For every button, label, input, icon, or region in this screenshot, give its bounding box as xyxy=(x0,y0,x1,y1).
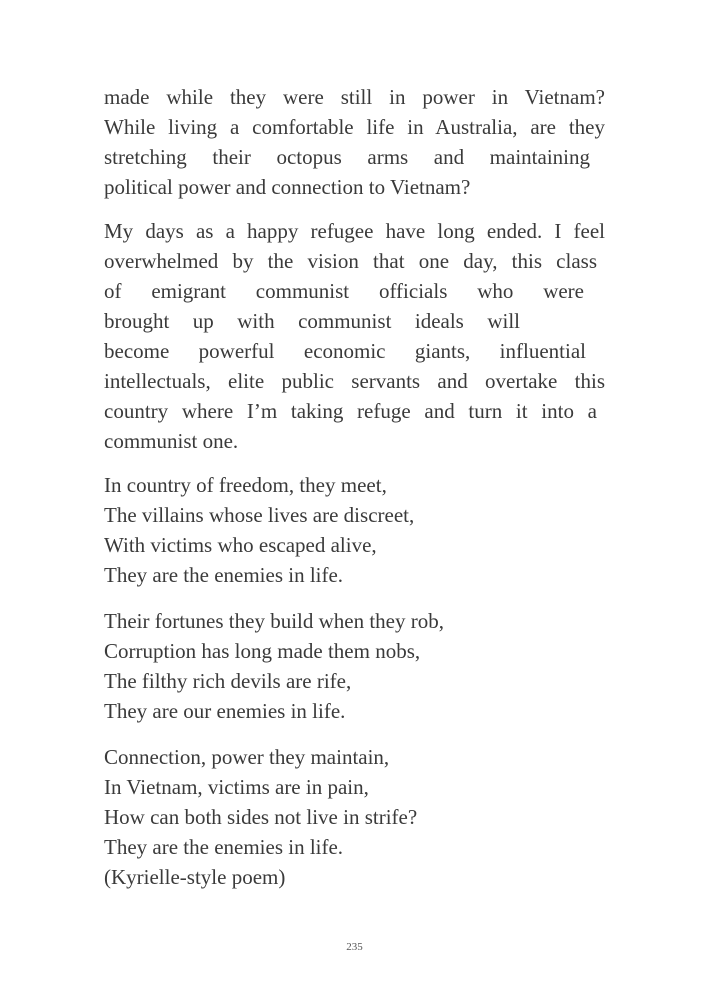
paragraph-line: stretching their octopus arms and maintaining xyxy=(104,145,590,169)
poem-line: They are the enemies in life. xyxy=(104,563,344,587)
poem-stanza-1 xyxy=(104,470,605,590)
paragraph-line: While living a comfortable life in Australia, are they xyxy=(104,115,605,139)
poem-line: The villains whose lives are discreet, xyxy=(104,503,415,527)
paragraph-line: brought up with communist ideals will xyxy=(104,309,520,333)
poem-line: Their fortunes they build when they rob, xyxy=(104,609,444,633)
paragraph-line: intellectuals, elite public servants and overtake this xyxy=(104,369,605,393)
poem-stanza-2 xyxy=(104,606,605,726)
paragraph-line: communist one. xyxy=(104,429,239,453)
poem-line: Corruption has long made them nobs, xyxy=(104,639,421,663)
poem-line: Connection, power they maintain, xyxy=(104,745,390,769)
page-body xyxy=(104,82,605,908)
poem-line: With victims who escaped alive, xyxy=(104,533,377,557)
paragraph-line: My days as a happy refugee have long ended. I feel xyxy=(104,219,605,243)
paragraph-line: become powerful economic giants, influential xyxy=(104,339,586,363)
poem-line: The filthy rich devils are rife, xyxy=(104,669,352,693)
poem-line: In country of freedom, they meet, xyxy=(104,473,387,497)
paragraph-2 xyxy=(104,216,605,456)
poem-stanza-3 xyxy=(104,742,605,892)
paragraph-line: of emigrant communist officials who were xyxy=(104,279,584,303)
poem-line: In Vietnam, victims are in pain, xyxy=(104,775,369,799)
poem-attribution: (Kyrielle-style poem) xyxy=(104,865,286,889)
paragraph-line: made while they were still in power in Vietnam? xyxy=(104,85,605,109)
paragraph-line: political power and connection to Vietnam? xyxy=(104,175,471,199)
poem-line: They are the enemies in life. xyxy=(104,835,344,859)
page-number: 235 xyxy=(346,941,363,953)
paragraph-line: overwhelmed by the vision that one day, this class xyxy=(104,249,597,273)
poem-line: They are our enemies in life. xyxy=(104,699,346,723)
paragraph-1 xyxy=(104,82,605,202)
poem-line: How can both sides not live in strife? xyxy=(104,805,418,829)
paragraph-line: country where I’m taking refuge and turn it into a xyxy=(104,399,597,423)
